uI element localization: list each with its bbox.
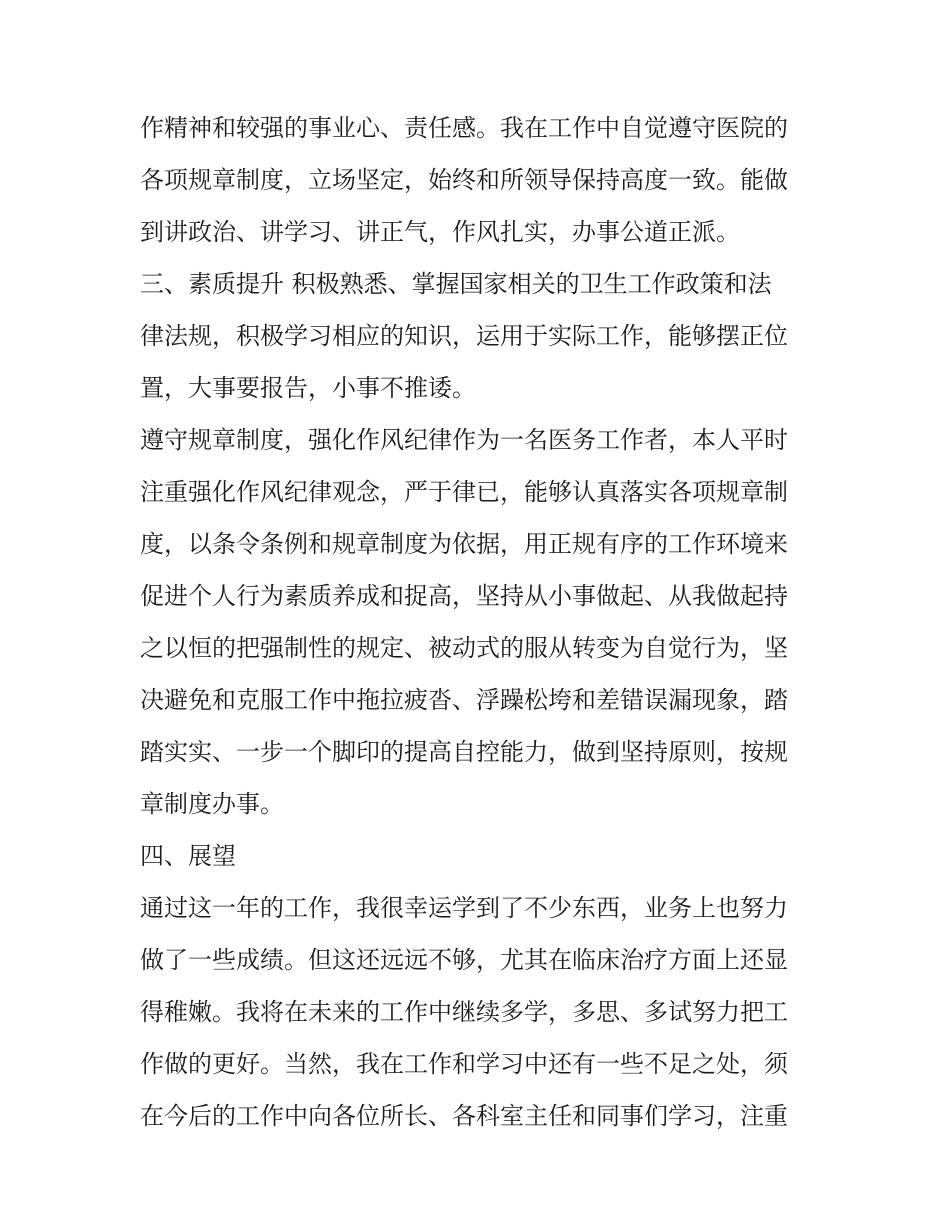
text-line-7: 遵守规章制度，强化作风纪律作为一名医务工作者，本人平时 xyxy=(140,426,788,454)
text-line-14: 章制度办事。 xyxy=(140,790,284,818)
text-line-17: 做了一些成绩。但这还远远不够，尤其在临床治疗方面上还显 xyxy=(140,946,788,974)
document-body xyxy=(140,102,830,1142)
text-line-9: 度，以条令条例和规章制度为依据，用正规有序的工作环境来 xyxy=(140,530,788,558)
text-line-13: 踏实实、一步一个脚印的提高自控能力，做到坚持原则，按规 xyxy=(140,738,788,766)
text-line-2: 各项规章制度，立场坚定，始终和所领导保持高度一致。能做 xyxy=(140,166,788,194)
section-heading-3: 三、素质提升 积极熟悉、掌握国家相关的卫生工作政策和法 xyxy=(140,270,772,298)
text-line-20: 在今后的工作中向各位所长、各科室主任和同事们学习，注重 xyxy=(140,1102,788,1130)
text-line-1: 作精神和较强的事业心、责任感。我在工作中自觉遵守医院的 xyxy=(140,114,788,142)
text-line-8: 注重强化作风纪律观念，严于律已，能够认真落实各项规章制 xyxy=(140,478,788,506)
text-line-10: 促进个人行为素质养成和捉高，坚持从小事做起、从我做起持 xyxy=(140,582,788,610)
text-line-12: 决避免和克服工作中拖拉疲沓、浮躁松垮和差错误漏现象，踏 xyxy=(140,686,788,714)
text-line-3: 到讲政治、讲学习、讲正气，作风扎实，办事公道正派。 xyxy=(140,218,740,246)
text-line-18: 得稚嫩。我将在未来的工作中继续多学，多思、多试努力把工 xyxy=(140,998,788,1026)
text-line-16: 通过这一年的工作，我很幸运学到了不少东西，业务上也努力 xyxy=(140,894,788,922)
section-heading-4: 四、展望 xyxy=(140,842,236,870)
text-line-11: 之以恒的把强制性的规定、被动式的服从转变为自觉行为，坚 xyxy=(140,634,788,662)
text-line-19: 作做的更好。当然，我在工作和学习中还有一些不足之处，须 xyxy=(140,1050,788,1078)
text-line-5: 律法规，积极学习相应的知识，运用于实际工作，能够摆正位 xyxy=(140,322,788,350)
text-line-6: 置，大事要报告，小事不推诿。 xyxy=(140,374,476,402)
